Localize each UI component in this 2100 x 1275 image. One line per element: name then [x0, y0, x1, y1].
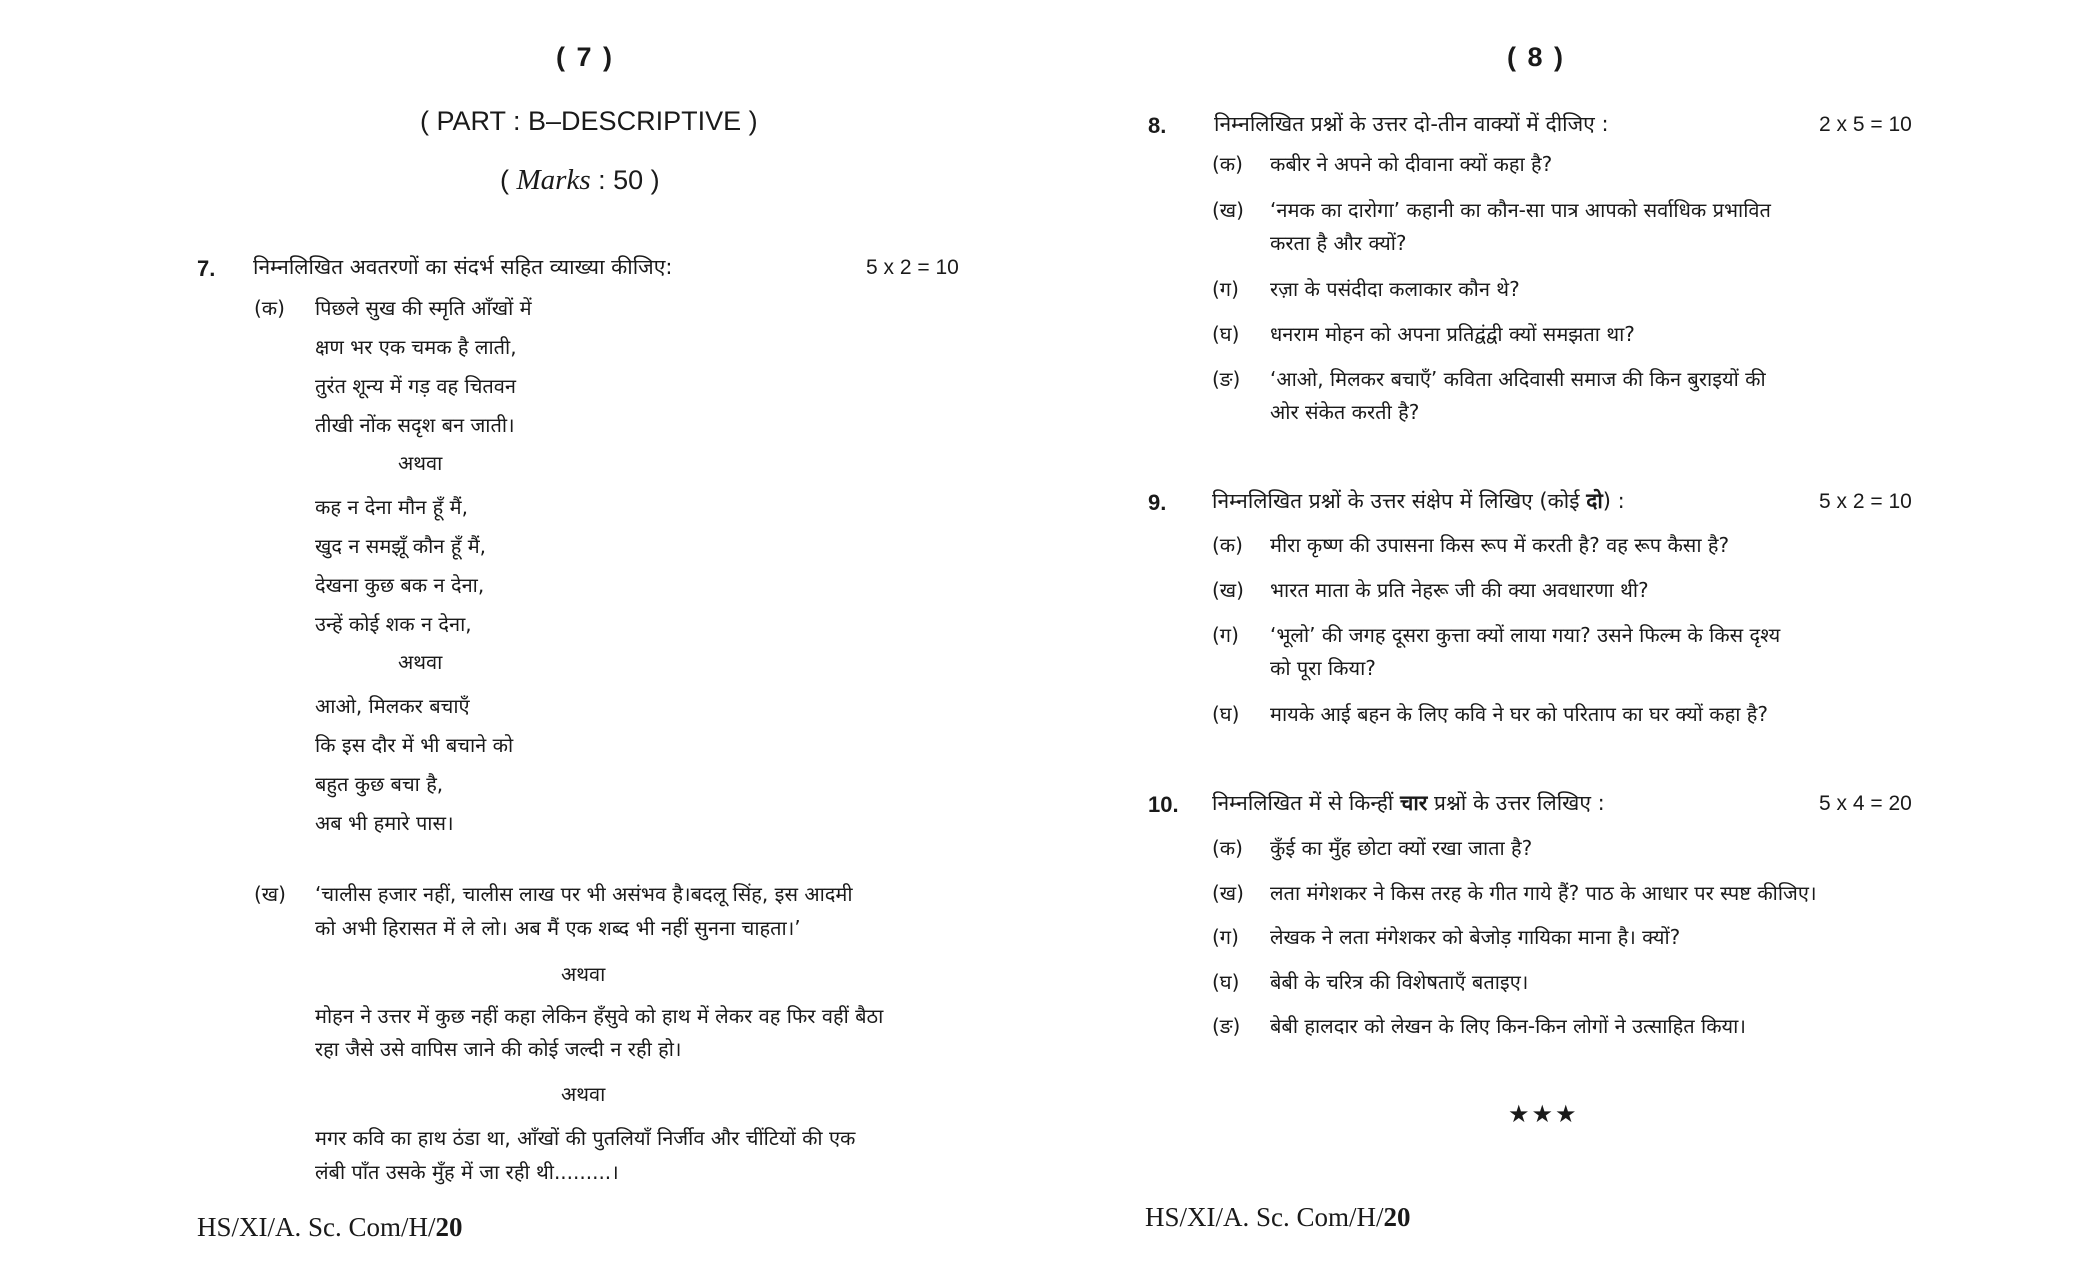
- verse-line: खुद न समझूँ कौन हूँ मैं,: [315, 534, 487, 558]
- sub-question-label: (ख): [254, 882, 286, 906]
- sub-question-label: (घ): [1212, 702, 1240, 726]
- sub-question-label: (क): [1212, 533, 1243, 557]
- verse-line: अब भी हमारे पास।: [315, 811, 454, 835]
- sub-question-text: कुँई का मुँह छोटा क्यों रखा जाता है?: [1270, 836, 1533, 860]
- verse-line: उन्हें कोई शक न देना,: [315, 612, 472, 636]
- sub-question-label: (ङ): [1212, 1014, 1241, 1038]
- footer-number: 20: [435, 1212, 463, 1242]
- marks-value: : 50 ): [590, 165, 660, 195]
- sub-question-text: बेबी के चरित्र की विशेषताएँ बताइए।: [1270, 970, 1529, 994]
- heading-text: प्रश्नों के उत्तर लिखिए :: [1427, 791, 1605, 815]
- verse-line: देखना कुछ बक न देना,: [315, 573, 485, 597]
- end-marker: ★★★: [1508, 1100, 1579, 1128]
- footer-text: HS/XI/A. Sc. Com/H/: [1145, 1202, 1384, 1232]
- footer-text: HS/XI/A. Sc. Com/H/: [197, 1212, 436, 1242]
- question-marks: 5 x 2 = 10: [1819, 490, 1912, 513]
- page-number: ( 7 ): [556, 42, 615, 72]
- sub-question-text: भारत माता के प्रति नेहरू जी की क्या अवधारणा थी?: [1270, 578, 1649, 602]
- sub-question-text: ‘भूलो’ की जगह दूसरा कुत्ता क्यों लाया गया? उसने फिल्म के किस दृश्य: [1270, 623, 1781, 647]
- sub-question-label: (क): [1212, 836, 1243, 860]
- question-marks: 5 x 4 = 20: [1819, 792, 1912, 815]
- athva-separator: अथवा: [561, 962, 606, 986]
- sub-question-text: लता मंगेशकर ने किस तरह के गीत गाये हैं? पाठ के आधार पर स्पष्ट कीजिए।: [1270, 881, 1817, 905]
- question-number: 8.: [1148, 113, 1167, 138]
- verse-line: कह न देना मौन हूँ मैं,: [315, 495, 468, 519]
- prose-line: रहा जैसे उसे वापिस जाने की कोई जल्दी न रही हो।: [315, 1037, 682, 1061]
- question-number: 10.: [1148, 792, 1179, 817]
- part-title: ( PART : B–DESCRIPTIVE ): [420, 106, 758, 136]
- sub-question-label: (ख): [1212, 578, 1244, 602]
- sub-question-label: (क): [1212, 152, 1243, 176]
- marks-open: (: [500, 165, 517, 195]
- prose-line: मगर कवि का हाथ ठंडा था, आँखों की पुतलियाँ निर्जीव और चींटियों की एक: [315, 1126, 856, 1150]
- question-heading: [1212, 487, 1625, 515]
- sub-question-label: (क): [254, 296, 285, 320]
- verse-line: आओ, मिलकर बचाएँ: [315, 694, 470, 718]
- sub-question-label: (ख): [1212, 881, 1244, 905]
- sub-question-text: करता है और क्यों?: [1270, 231, 1407, 255]
- heading-text: निम्नलिखित में से किन्हीं: [1212, 791, 1400, 815]
- verse-line: कि इस दौर में भी बचाने को: [315, 733, 514, 757]
- marks-word: Marks: [516, 164, 591, 196]
- prose-line: लंबी पाँत उसके मुँह में जा रही थी.........।: [315, 1160, 619, 1184]
- sub-question-text: लेखक ने लता मंगेशकर को बेजोड़ गायिका माना है। क्यों?: [1270, 925, 1681, 949]
- verse-line: पिछले सुख की स्मृति आँखों में: [315, 296, 532, 320]
- verse-line: तीखी नोंक सदृश बन जाती।: [315, 413, 515, 437]
- sub-question-text: धनराम मोहन को अपना प्रतिद्वंद्वी क्यों समझता था?: [1270, 322, 1635, 346]
- sub-question-text: ओर संकेत करती है?: [1270, 400, 1420, 424]
- right-page: [1050, 0, 2100, 1275]
- sub-question-label: (ग): [1212, 277, 1239, 301]
- sub-question-label: (ग): [1212, 925, 1239, 949]
- sub-question-text: मीरा कृष्ण की उपासना किस रूप में करती है? वह रूप कैसा है?: [1270, 533, 1730, 557]
- prose-line: ‘चालीस हजार नहीं, चालीस लाख पर भी असंभव है।बदलू सिंह, इस आदमी: [315, 882, 853, 906]
- sub-question-text: रज़ा के पसंदीदा कलाकार कौन थे?: [1270, 277, 1520, 301]
- sub-question-label: (घ): [1212, 322, 1240, 346]
- prose-line: को अभी हिरासत में ले लो। अब मैं एक शब्द भी नहीं सुनना चाहता।’: [315, 916, 801, 940]
- heading-emphasis: दो: [1586, 489, 1603, 513]
- heading-text: ) :: [1602, 489, 1625, 513]
- verse-line: तुरंत शून्य में गड़ वह चितवन: [315, 374, 517, 398]
- heading-emphasis: चार: [1399, 791, 1428, 815]
- sub-question-text: बेबी हालदार को लेखन के लिए किन-किन लोगों ने उत्साहित किया।: [1270, 1014, 1746, 1038]
- athva-separator: अथवा: [398, 451, 443, 475]
- sub-question-label: (घ): [1212, 970, 1240, 994]
- page-number: ( 8 ): [1507, 42, 1566, 72]
- sub-question-label: (ग): [1212, 623, 1239, 647]
- prose-line: मोहन ने उत्तर में कुछ नहीं कहा लेकिन हँसुवे को हाथ में लेकर वह फिर वहीं बैठा: [315, 1004, 884, 1028]
- footer-code: [197, 1212, 463, 1243]
- footer-code: [1145, 1202, 1411, 1233]
- footer-number: 20: [1383, 1202, 1411, 1232]
- question-heading: निम्नलिखित अवतरणों का संदर्भ सहित व्याख्या कीजिए:: [253, 255, 673, 279]
- question-number: 7.: [197, 256, 216, 281]
- sub-question-label: (ङ): [1212, 367, 1241, 391]
- question-marks: 2 x 5 = 10: [1819, 113, 1912, 136]
- athva-separator: अथवा: [561, 1082, 606, 1106]
- question-marks: 5 x 2 = 10: [866, 256, 959, 279]
- question-heading: [1212, 789, 1605, 817]
- verse-line: बहुत कुछ बचा है,: [315, 772, 444, 796]
- sub-question-text: को पूरा किया?: [1270, 656, 1376, 680]
- sub-question-text: ‘नमक का दारोगा’ कहानी का कौन-सा पात्र आपको सर्वाधिक प्रभावित: [1270, 198, 1771, 222]
- heading-text: निम्नलिखित प्रश्नों के उत्तर संक्षेप में लिखिए (कोई: [1212, 489, 1587, 513]
- sub-question-text: मायके आई बहन के लिए कवि ने घर को परिताप का घर क्यों कहा है?: [1270, 702, 1769, 726]
- question-number: 9.: [1148, 490, 1167, 515]
- sub-question-text: ‘आओ, मिलकर बचाएँ’ कविता अदिवासी समाज की किन बुराइयों की: [1270, 367, 1766, 391]
- sub-question-label: (ख): [1212, 198, 1244, 222]
- question-heading: निम्नलिखित प्रश्नों के उत्तर दो-तीन वाक्यों में दीजिए :: [1214, 112, 1609, 136]
- verse-line: क्षण भर एक चमक है लाती,: [315, 335, 517, 359]
- sub-question-text: कबीर ने अपने को दीवाना क्यों कहा है?: [1270, 152, 1553, 176]
- athva-separator: अथवा: [398, 650, 443, 674]
- total-marks: [500, 164, 660, 197]
